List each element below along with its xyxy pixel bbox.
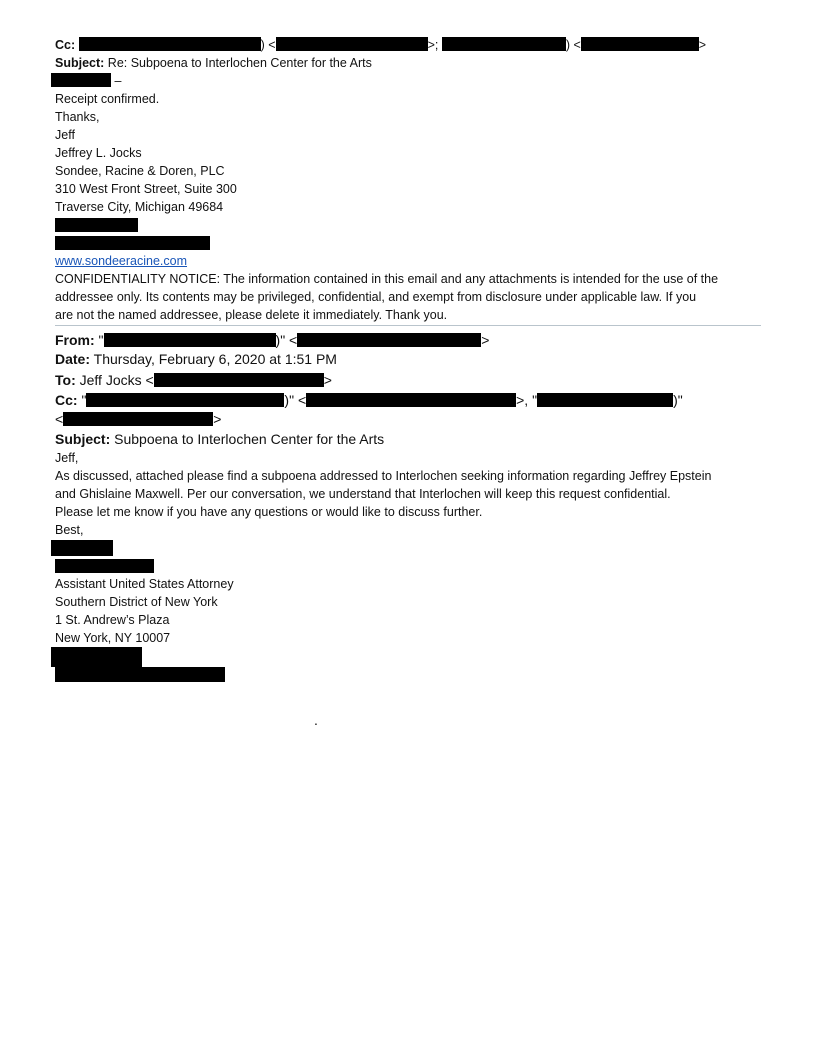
- reply-body: Receipt confirmed.: [55, 92, 160, 106]
- redaction-block: [79, 37, 261, 51]
- redaction-block: [306, 393, 516, 407]
- reply-cc-label: Cc:: [55, 38, 76, 52]
- website-line: [55, 252, 187, 270]
- orig-to-line: [55, 371, 332, 389]
- orig-to-end: >: [323, 372, 332, 388]
- orig-cc-label: Cc:: [55, 392, 78, 408]
- redaction-block: [63, 412, 213, 426]
- reply-subject-line: [55, 54, 372, 72]
- redaction-block: [55, 218, 138, 232]
- website-link[interactable]: www.sondeeracine.com: [55, 254, 188, 268]
- redaction-block: [86, 393, 284, 407]
- orig-to-name: Jeff Jocks <: [79, 372, 154, 388]
- orig-from-line: [55, 331, 489, 349]
- orig-from-label: From:: [55, 332, 95, 348]
- orig-cc2-open: <: [55, 411, 64, 427]
- footer-mark: .: [314, 712, 318, 728]
- reply-cc-end: >: [698, 38, 707, 52]
- orig-date: Thursday, February 6, 2020 at 1:51 PM: [93, 351, 337, 367]
- thread-divider: [55, 325, 761, 326]
- orig-cc2-end: >: [213, 411, 222, 427]
- orig-date-label: Date:: [55, 351, 91, 367]
- redaction-block: [276, 37, 428, 51]
- orig-to-label: To:: [55, 372, 76, 388]
- orig-signature-line: 1 St. Andrew’s Plaza: [55, 613, 170, 627]
- reply-subject: Re: Subpoena to Interlochen Center for the Arts: [107, 56, 372, 70]
- orig-cc-open: ": [77, 392, 87, 408]
- confidentiality-line: addressee only. Its contents may be privileged, confidential, and exempt from disclosure under applicable law. If you: [55, 290, 697, 304]
- redaction-block: [442, 37, 566, 51]
- signature-line: Traverse City, Michigan 49684: [55, 200, 224, 214]
- orig-cc-line-2: [55, 410, 221, 428]
- orig-body-line: Please let me know if you have any questions or would like to discuss further.: [55, 505, 483, 519]
- orig-subject-label: Subject:: [55, 431, 111, 447]
- signature-line: 310 West Front Street, Suite 300: [55, 182, 237, 196]
- redaction-block: [51, 647, 142, 667]
- redaction-block: [51, 540, 113, 556]
- confidentiality-line: CONFIDENTIALITY NOTICE: The information contained in this email and any attachments is intended for the use of the: [55, 272, 719, 286]
- orig-signature-line: Southern District of New York: [55, 595, 218, 609]
- reply-cc-sep: ) <: [565, 38, 581, 52]
- orig-signature-line: New York, NY 10007: [55, 631, 171, 645]
- reply-cc-sep: ) <: [260, 38, 276, 52]
- redaction-block: [55, 667, 225, 682]
- orig-salutation: Jeff,: [55, 451, 79, 465]
- reply-greeting-dash: –: [114, 74, 122, 88]
- orig-closing: Best,: [55, 523, 84, 537]
- orig-from-end: >: [481, 332, 490, 348]
- redaction-block: [51, 73, 111, 87]
- redaction-block: [154, 373, 324, 387]
- signature-line: Jeffrey L. Jocks: [55, 146, 142, 160]
- orig-date-line: [55, 350, 337, 368]
- orig-from-mid: )" <: [275, 332, 298, 348]
- orig-cc-mid: >, ": [516, 392, 538, 408]
- orig-from-open: ": [94, 332, 104, 348]
- orig-subject-line: [55, 430, 384, 448]
- reply-greeting-line: [51, 72, 121, 90]
- confidentiality-line: are not the named addressee, please delete it immediately. Thank you.: [55, 308, 448, 322]
- signature-line: Sondee, Racine & Doren, PLC: [55, 164, 225, 178]
- redaction-block: [55, 559, 154, 573]
- redaction-block: [297, 333, 481, 347]
- reply-cc-line: [55, 36, 706, 54]
- redaction-block: [537, 393, 673, 407]
- redaction-block: [55, 236, 210, 250]
- reply-closing: Thanks,: [55, 110, 100, 124]
- orig-cc-mid: )": [673, 392, 683, 408]
- orig-cc-line: [55, 391, 683, 409]
- orig-body-line: As discussed, attached please find a subpoena addressed to Interlochen seeking information regarding Jeffrey Epstein: [55, 469, 712, 483]
- orig-body-line: and Ghislaine Maxwell. Per our conversation, we understand that Interlochen will keep this request confidential.: [55, 487, 671, 501]
- redaction-block: [104, 333, 276, 347]
- reply-cc-sep: >;: [427, 38, 442, 52]
- orig-subject: Subpoena to Interlochen Center for the Arts: [114, 431, 385, 447]
- orig-signature-line: Assistant United States Attorney: [55, 577, 234, 591]
- redaction-block: [581, 37, 699, 51]
- reply-subject-label: Subject:: [55, 56, 105, 70]
- reply-signoff: Jeff: [55, 128, 75, 142]
- orig-cc-mid: )" <: [284, 392, 307, 408]
